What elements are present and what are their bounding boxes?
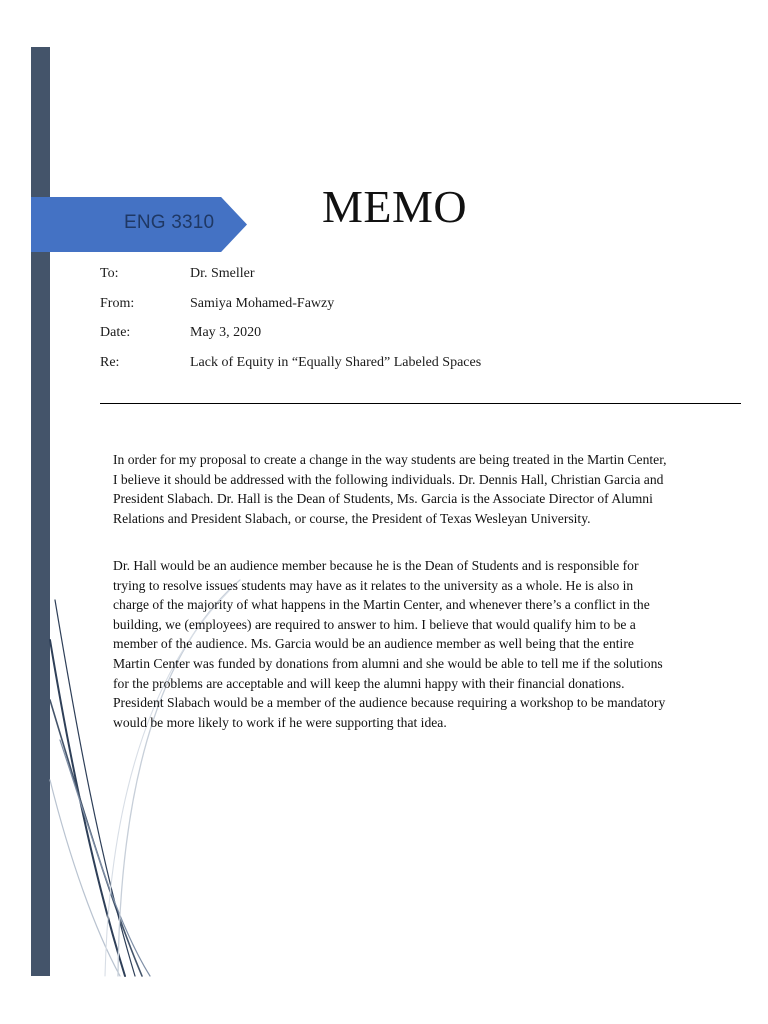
from-value: Samiya Mohamed-Fawzy (190, 296, 335, 311)
body-paragraph-2: Dr. Hall would be an audience member because he is the Dean of Students and is responsible for trying to resolve issues students may have as it relates to the university as a whole. He is also in charge of the majority of what happens in the Martin Center, and whenever there’s a conflict in the building, we (employees) are required to answer to him. I believe that would qualify him to be a member of the audience. Ms. Garcia would be an audience member as well being that the entire Martin Center was funded by donations from alumni and she would be able to tell me if the solutions for the problems are acceptable and will keep the alumni happy with their financial donations. President Slabach would be a member of the audience because requiring a workshop to be mandatory would be more likely to work if he were supporting that idea. (113, 558, 666, 730)
to-label: To: (100, 266, 119, 281)
sidebar-accent-bar (31, 47, 50, 976)
to-value: Dr. Smeller (190, 266, 255, 281)
from-label: From: (100, 296, 135, 311)
memo-title: MEMO (322, 181, 468, 232)
re-value: Lack of Equity in “Equally Shared” Labeled Spaces (190, 355, 482, 370)
re-label: Re: (100, 355, 120, 370)
date-value: May 3, 2020 (190, 325, 262, 340)
date-label: Date: (100, 325, 131, 340)
body-paragraph-1: In order for my proposal to create a change in the way students are being treated in the Martin Center, I believe it should be addressed with the following individuals. Dr. Dennis Hall, Christian Garcia and President Slabach. Dr. Hall is the Dean of Students, Ms. Garcia is the Associate Director of Alumni Relations and President Slabach, or course, the President of Texas Wesleyan University. (113, 452, 667, 526)
header-divider (100, 403, 741, 404)
course-tag-label: ENG 3310 (124, 212, 215, 233)
